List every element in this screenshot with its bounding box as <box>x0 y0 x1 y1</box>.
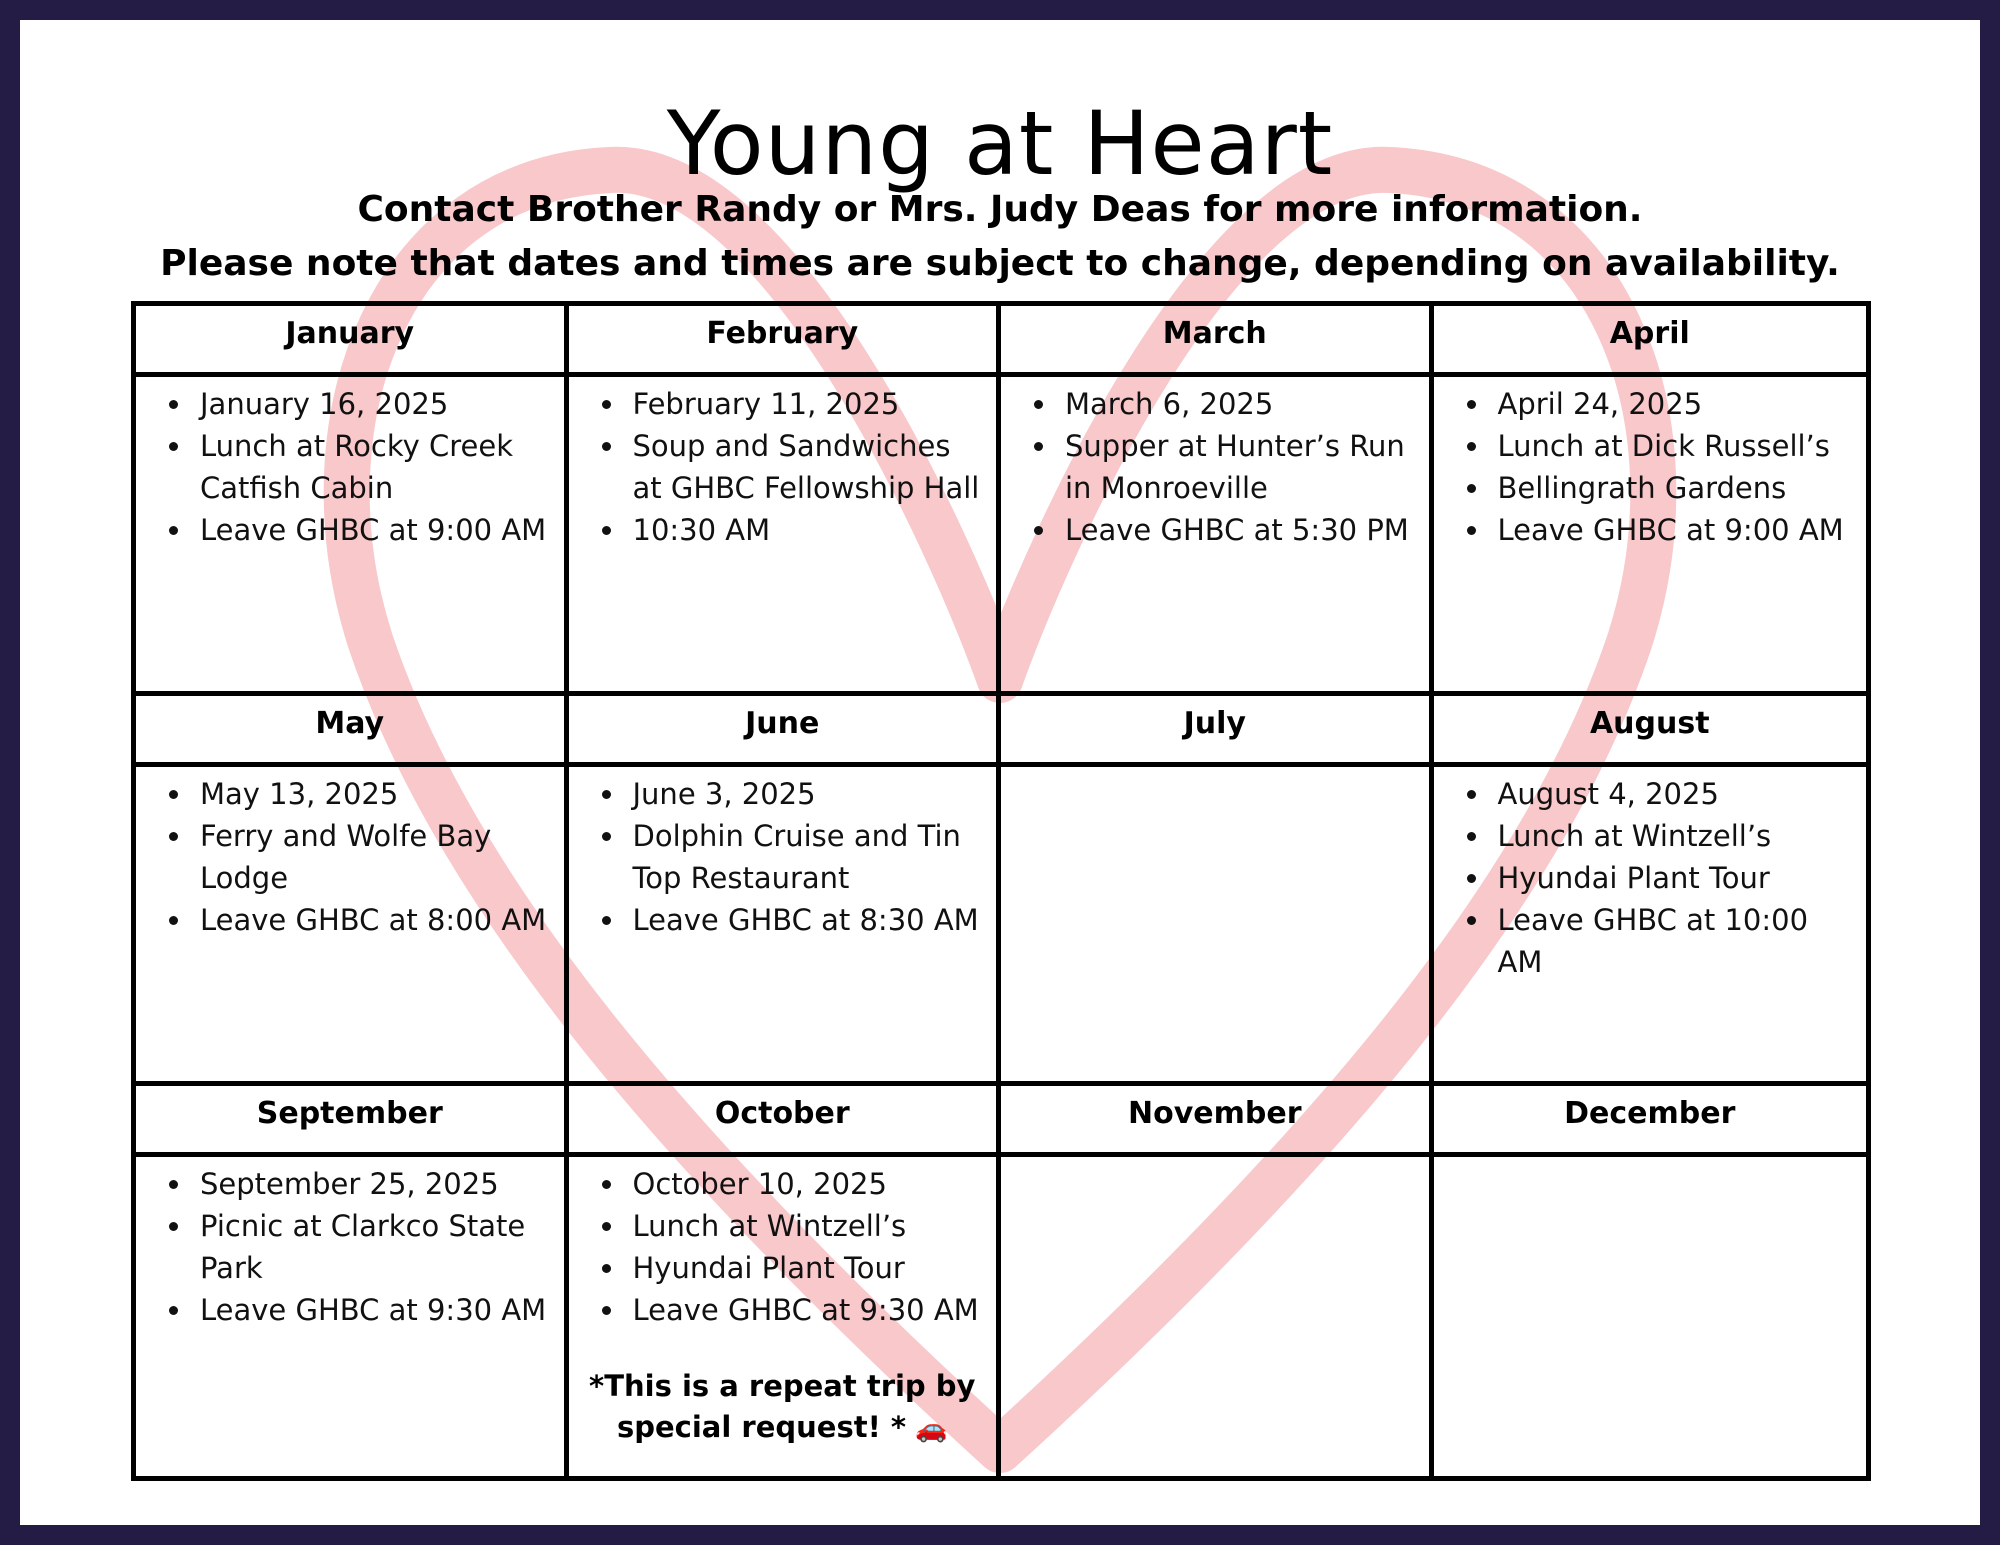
month-header-april: April <box>1434 306 1867 377</box>
list-item: • Supper at Hunter’s Run in Monroeville <box>1059 425 1421 509</box>
disclaimer-subtitle: Please note that dates and times are subject to change, depending on availability. <box>160 243 1840 284</box>
event-list <box>1442 383 1859 551</box>
list-item: • Hyundai Plant Tour <box>627 1247 989 1289</box>
month-header-january: January <box>136 306 569 377</box>
month-cell-may <box>136 767 569 1086</box>
list-item: • April 24, 2025 <box>1492 383 1859 425</box>
month-cell-january <box>136 377 569 696</box>
calendar-grid <box>131 301 1871 1481</box>
list-item: • August 4, 2025 <box>1492 773 1859 815</box>
month-cell-march <box>1001 377 1434 696</box>
event-list <box>577 773 989 941</box>
event-list <box>1009 383 1421 551</box>
month-header-november: November <box>1001 1086 1434 1157</box>
flyer-page <box>20 20 1980 1525</box>
contact-subtitle: Contact Brother Randy or Mrs. Judy Deas for more information. <box>357 189 1643 230</box>
list-item: • October 10, 2025 <box>627 1163 989 1205</box>
list-item: • Lunch at Wintzell’s <box>627 1205 989 1247</box>
page-title: Young at Heart <box>666 92 1334 195</box>
month-cell-october <box>569 1157 1002 1476</box>
month-header-september: September <box>136 1086 569 1157</box>
note-text: *This is a repeat trip by special request! * <box>589 1369 976 1444</box>
list-item: • February 11, 2025 <box>627 383 989 425</box>
month-cell-april <box>1434 377 1867 696</box>
month-cell-june <box>569 767 1002 1086</box>
list-item: • 10:30 AM <box>627 509 989 551</box>
list-item: • Picnic at Clarkco State Park <box>194 1205 556 1289</box>
list-item: • Lunch at Wintzell’s <box>1492 815 1859 857</box>
month-cell-february <box>569 377 1002 696</box>
list-item: • Lunch at Rocky Creek Catfish Cabin <box>194 425 556 509</box>
event-list <box>577 383 989 551</box>
month-cell-december <box>1434 1157 1867 1476</box>
month-cell-august <box>1434 767 1867 1086</box>
month-header-december: December <box>1434 1086 1867 1157</box>
list-item: • June 3, 2025 <box>627 773 989 815</box>
list-item: • Leave GHBC at 9:00 AM <box>1492 509 1859 551</box>
month-header-august: August <box>1434 696 1867 767</box>
month-header-october: October <box>569 1086 1002 1157</box>
event-list <box>1442 773 1859 983</box>
list-item: • Ferry and Wolfe Bay Lodge <box>194 815 556 899</box>
list-item: • Soup and Sandwiches at GHBC Fellowship Hall <box>627 425 989 509</box>
list-item: • Leave GHBC at 9:30 AM <box>194 1289 556 1331</box>
list-item: • Leave GHBC at 5:30 PM <box>1059 509 1421 551</box>
event-list <box>144 383 556 551</box>
list-item: • Leave GHBC at 8:00 AM <box>194 899 556 941</box>
event-list <box>144 1163 556 1331</box>
repeat-trip-note <box>569 1366 997 1450</box>
month-cell-july <box>1001 767 1434 1086</box>
month-cell-november <box>1001 1157 1434 1476</box>
list-item: • Hyundai Plant Tour <box>1492 857 1859 899</box>
event-list <box>577 1163 989 1331</box>
list-item: • September 25, 2025 <box>194 1163 556 1205</box>
list-item: • Leave GHBC at 9:30 AM <box>627 1289 989 1331</box>
month-header-february: February <box>569 306 1002 377</box>
list-item: • Leave GHBC at 8:30 AM <box>627 899 989 941</box>
month-cell-september <box>136 1157 569 1476</box>
list-item: • Leave GHBC at 9:00 AM <box>194 509 556 551</box>
list-item: • Lunch at Dick Russell’s <box>1492 425 1859 467</box>
car-icon: 🚗 <box>906 1414 948 1444</box>
list-item: • Bellingrath Gardens <box>1492 467 1859 509</box>
list-item: • May 13, 2025 <box>194 773 556 815</box>
month-header-march: March <box>1001 306 1434 377</box>
list-item: • Dolphin Cruise and Tin Top Restaurant <box>627 815 989 899</box>
list-item: • January 16, 2025 <box>194 383 556 425</box>
event-list <box>144 773 556 941</box>
month-header-july: July <box>1001 696 1434 767</box>
month-header-june: June <box>569 696 1002 767</box>
list-item: • March 6, 2025 <box>1059 383 1421 425</box>
list-item: • Leave GHBC at 10:00 AM <box>1492 899 1859 983</box>
month-header-may: May <box>136 696 569 767</box>
